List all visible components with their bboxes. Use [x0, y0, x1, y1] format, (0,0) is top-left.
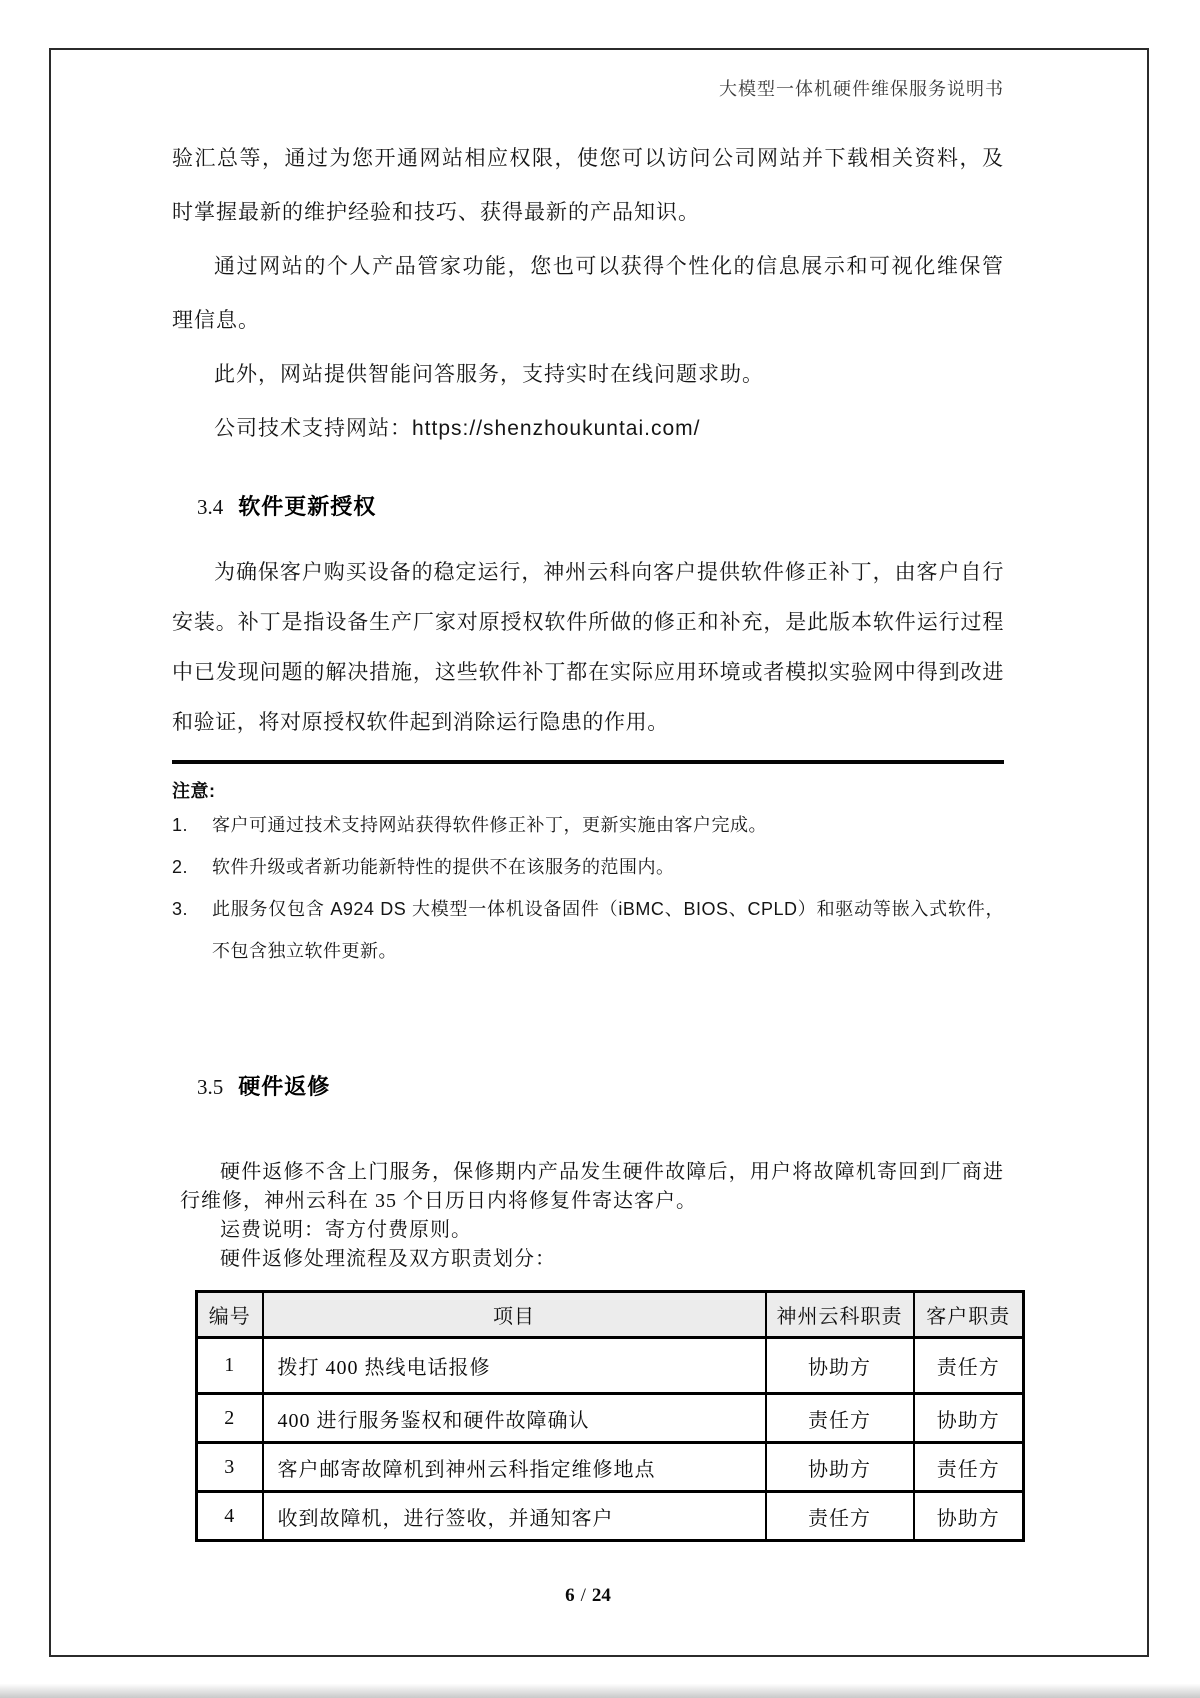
- header-cell-item: 项目: [263, 1292, 766, 1338]
- section-title: 硬件返修: [238, 1074, 331, 1099]
- responsibility-table: [195, 1290, 1025, 1542]
- cell-customer-duty: 协助方: [914, 1394, 1024, 1443]
- note-divider: [172, 760, 1004, 764]
- cell-vendor-duty: 协助方: [766, 1443, 914, 1492]
- document-page: [49, 48, 1149, 1657]
- table-caption-line: 硬件返修处理流程及双方职责划分：: [220, 1248, 556, 1270]
- cell-customer-duty: 责任方: [914, 1338, 1024, 1394]
- total-pages: 24: [591, 1585, 611, 1606]
- cell-item: 客户邮寄故障机到神州云科指定维修地点: [263, 1443, 766, 1492]
- table-header-row: [197, 1292, 1024, 1338]
- cell-customer-duty: 责任方: [914, 1443, 1024, 1492]
- section-heading-3-4: [197, 492, 1004, 522]
- table-row: [197, 1443, 1024, 1492]
- support-website-line: 公司技术支持网站：https://shenzhoukuntai.com/: [214, 417, 701, 440]
- cell-vendor-duty: 责任方: [766, 1492, 914, 1541]
- cell-customer-duty: 协助方: [914, 1492, 1024, 1541]
- cell-item: 400 进行服务鉴权和硬件故障确认: [263, 1394, 766, 1443]
- section-heading-3-5: [197, 1072, 1004, 1102]
- header-cell-vendor-duty: 神州云科职责: [766, 1292, 914, 1338]
- intro-paragraph-2: 通过网站的个人产品管家功能，您也可以获得个性化的信息展示和可视化维保管理信息。: [172, 255, 1004, 332]
- section-title: 软件更新授权: [238, 494, 377, 519]
- current-page: 6: [565, 1585, 575, 1606]
- note-item-text: 软件升级或者新功能新特性的提供不在该服务的范围内。: [212, 857, 675, 877]
- running-header-text: 大模型一体机硬件维保服务说明书: [719, 79, 1004, 99]
- section-3-4-paragraph: 为确保客户购买设备的稳定运行，神州云科向客户提供软件修正补丁，由客户自行安装。补丁是指设备生产厂家对原授权软件所做的修正和补充，是此版本软件运行过程中已发现问题的解决措施，这些软件补丁都在实际应用环境或者模拟实验网中得到改进和验证，将对原授权软件起到消除运行隐患的作用。: [172, 561, 1004, 734]
- shipping-note-line: 运费说明：寄方付费原则。: [220, 1219, 472, 1241]
- header-cell-number: 编号: [197, 1292, 263, 1338]
- running-header: [172, 76, 1004, 102]
- cell-number: 3: [197, 1443, 263, 1492]
- page-content: [51, 76, 1147, 1608]
- section-3-5-paragraph-1: 硬件返修不含上门服务，保修期内产品发生硬件故障后，用户将故障机寄回到厂商进行维修，神州云科在 35 个日历日内将修复件寄达客户。: [180, 1161, 1004, 1212]
- note-item-3: [172, 888, 1004, 972]
- page-edge-shadow: [0, 1684, 1200, 1698]
- page-separator: /: [580, 1585, 586, 1606]
- cell-number: 2: [197, 1394, 263, 1443]
- intro-paragraph-1: 验汇总等，通过为您开通网站相应权限，使您可以访问公司网站并下载相关资料，及时掌握最新的维护经验和技巧、获得最新的产品知识。: [172, 147, 1004, 224]
- note-item-text: 此服务仅包含 A924 DS 大模型一体机设备固件（iBMC、BIOS、CPLD）和驱动等嵌入式软件，不包含独立软件更新。: [212, 899, 1004, 961]
- table-row: [197, 1338, 1024, 1394]
- cell-number: 4: [197, 1492, 263, 1541]
- table-row: [197, 1492, 1024, 1541]
- note-item-number: 2.: [172, 857, 189, 877]
- cell-item: 收到故障机，进行签收，并通知客户: [263, 1492, 766, 1541]
- note-label: 注意:: [172, 781, 216, 801]
- header-cell-customer-duty: 客户职责: [914, 1292, 1024, 1338]
- cell-vendor-duty: 协助方: [766, 1338, 914, 1394]
- intro-paragraph-3: 此外，网站提供智能问答服务，支持实时在线问题求助。: [214, 363, 764, 386]
- cell-vendor-duty: 责任方: [766, 1394, 914, 1443]
- note-item-number: 1.: [172, 815, 189, 835]
- note-item-number: 3.: [172, 899, 189, 919]
- cell-number: 1: [197, 1338, 263, 1394]
- section-number: 3.4: [197, 495, 224, 519]
- table-row: [197, 1394, 1024, 1443]
- cell-item: 拨打 400 热线电话报修: [263, 1338, 766, 1394]
- page-number: [172, 1584, 1004, 1608]
- note-item-2: [172, 846, 1004, 888]
- note-item-text: 客户可通过技术支持网站获得软件修正补丁，更新实施由客户完成。: [212, 815, 767, 835]
- note-item-1: [172, 804, 1004, 846]
- section-number: 3.5: [197, 1075, 224, 1099]
